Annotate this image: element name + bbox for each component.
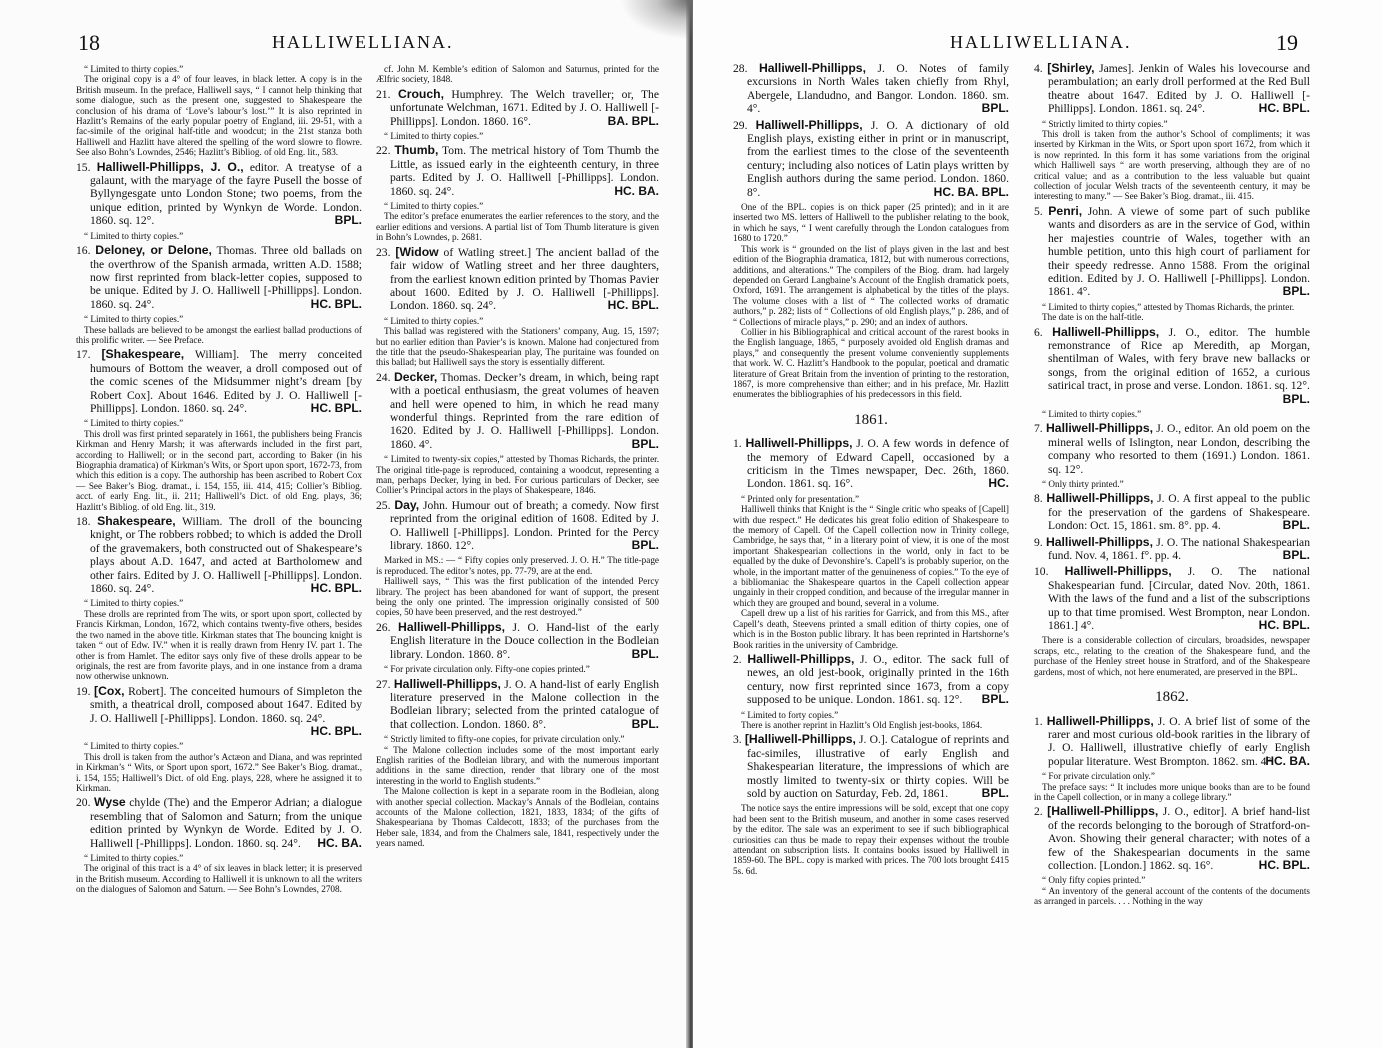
left-page-number: 18	[78, 30, 100, 55]
library-holdings: BPL.	[981, 785, 1009, 800]
entry-description: J. O. A brief list of some of the rarer and most curious old-book rarities in the library of J. O. Halliwell, illustrative chiefly of early English popular literature. West Brompton. 1862. sm. 4°.	[1048, 714, 1311, 768]
note-paragraph: “ Limited to thirty copies.”	[84, 64, 184, 74]
entry-number: 8.	[1034, 492, 1047, 506]
note-paragraph: The editor’s preface enumerates the earlier references to the story, and the earlier editions and versions. A partial list of Tom Thumb literature is given in Bohn’s Lowndes, p. 2681.	[376, 211, 659, 243]
entry-description: J. O. A dictionary of old English plays, existing either in print or in manuscript, from the earliest times to the close of the seventeenth century; including also notices of Latin plays written by English authors during the same period. London. 1860. 8°.	[747, 118, 1009, 199]
catalogue-entry	[76, 685, 362, 739]
entry-number: 22.	[376, 144, 395, 158]
note-paragraph: “ Limited to thirty copies.”	[84, 314, 184, 325]
note-paragraph: “ Limited to thirty copies.”	[84, 230, 184, 241]
catalogue-entry	[733, 62, 1009, 116]
entry-description: J. O., editor]. A brief hand-list of the records belonging to the borough of Stratford-on-Avon. Showing their general character; with notes of a few of the Shakespearian documents in the same collection. [London.] 1862. sq. 16°.	[1048, 805, 1310, 872]
entry-note	[76, 853, 362, 895]
right-column-1	[733, 62, 1009, 879]
entry-author: Halliwell-Phillipps,	[1046, 713, 1154, 728]
library-holdings: BPL.	[631, 646, 659, 661]
entry-note	[1034, 635, 1310, 677]
catalogue-entry	[1034, 565, 1310, 632]
entry-number: 1.	[733, 437, 746, 451]
note-paragraph: “ Limited to thirty copies.”	[384, 131, 484, 142]
note-paragraph: The original of this tract is a 4° of six leaves in black letter; it is preserved in the British museum. According to Halliwell it is unknown to all the writers on the dialogues of Salomon and Saturn. — See Bohn’s Lowndes, 2708.	[76, 863, 362, 895]
entry-author: Halliwell-Phillipps,	[1045, 421, 1153, 436]
entry-author: Day,	[394, 497, 420, 512]
entry-description: editor. A treatyse of a galaunt, with the maryage of the fayre Pusell the bosse of Byllyngesgate unto London Stone; two poems, from the unique edition, printed by Wynkyn de Worde. London. 1860. sq. 12°.	[90, 160, 363, 228]
note-paragraph: This droll is taken from the author’s School of compliments; it was inserted by Kirkman in the Wits, or Sport upon sport 1672, from which it is now reprinted. In this form it has some variations from the original which Halliwell says “ are worth preserving, although they are of no critical value; and as a contribution to the less valuable but quaint collection of jocular Welsh tracts of the seventeenth century, it may be interesting to many.” — See Baker’s Biog. dramat., iii. 415.	[1034, 129, 1310, 202]
entry-description: John. Humour out of breath; a comedy. Now first reprinted from the original edition of 1608. Edited by J. O. Halliwell [-Phillipps]. London. Printed for the Percy library. 1860. 12°.	[390, 498, 659, 553]
catalogue-entry	[1034, 805, 1310, 872]
entry-number: 20.	[76, 796, 95, 810]
catalogue-entry	[1034, 205, 1310, 299]
library-holdings: BPL.	[1282, 391, 1310, 406]
catalogue-entry	[1034, 536, 1310, 563]
year-heading: 1861.	[854, 411, 888, 428]
left-column-1	[76, 62, 362, 898]
entry-note	[733, 710, 1009, 731]
library-holdings: BPL.	[631, 436, 659, 451]
entry-author: Decker,	[393, 369, 438, 384]
entry-number: 24.	[376, 370, 394, 384]
entry-author: [Shirley,	[1047, 61, 1095, 75]
entry-note	[76, 741, 362, 793]
entry-description: Thomas. Three old ballads on the overthrow of the Spanish armada, written A.D. 1588; now first reprinted from black-letter copies, supposed to be unique. Edited by J. O. Halliwell [-Phillipps]. London. 1860. sq. 24°.	[90, 244, 362, 311]
catalogue-entry	[733, 653, 1009, 707]
note-paragraph: This droll was first printed separately in 1661, the publishers being Francis Kirkman and Henry Marsh; it was afterwards included in the first part, according to Halliwell; or in the second part, according to Baker (in his Biographia dramatica) of Kirkman’s Wits, or Sport upon sport, 1672-73, from which this edition is a copy. The authorship has been ascribed to Robert Cox — See Baker’s Biog. dramat., i. 154, 155, iii. 414, 415; Collier’s Bibliog. acct. of early Eng. lit., ii. 211; Halliwell’s Dict. of old Eng. plays, 36; Hazlitt’s Bibliog. of old Eng. lit., 319.	[76, 428, 363, 512]
entry-description: J. O. Notes of family excursions in North Wales taken chiefly from Rhyl, Abergele, Llandudno, and Bangor. London. 1860. sm. 4°.	[747, 62, 1009, 116]
note-paragraph: “ Limited to thirty copies.”	[84, 741, 184, 752]
library-holdings: HC. BPL.	[310, 296, 362, 311]
entry-author: Crouch,	[397, 86, 444, 101]
note-paragraph: “ An inventory of the general account of the contents of the documents as arranged in parcels. . . . Nothing in the way	[1034, 885, 1310, 907]
note-paragraph: This droll is taken from the author’s Actæon and Diana, and was reprinted in Kirkman’s “ Wits, or Sport upon sport, 1672.” See Baker’s Biog. dramat., i. 154, 155; Halliwell’s Dict. of old Eng. plays, 228, where he assigned it to Kirkman.	[76, 751, 362, 793]
entry-author: Halliwell-Phillipps,	[398, 619, 506, 634]
entry-note	[376, 131, 659, 141]
note-paragraph: “ Limited to thirty copies.”	[84, 853, 184, 863]
entry-note	[1034, 302, 1310, 323]
right-page-number: 19	[1276, 30, 1298, 55]
entry-author: Halliwell-Phillipps,	[758, 61, 866, 75]
note-paragraph: The Malone collection is kept in a separate room in the Bodleian, along with another special collection. Mackay’s Annals of the Bodleian, contains accounts of the Malone collection, 1821, 1833, 1834; of the gifts of Shakespeariana by Thomas Caldecott, 1833; of the purchases from the Heber sale, 1834, and from the Chalmers sale, 1841, respectively under the years named.	[376, 786, 659, 849]
entry-number: 1.	[1034, 714, 1047, 728]
right-page	[693, 0, 1383, 1048]
entry-description: William]. The merry conceited humours of Bottom the weaver, a droll composed out of the comic scenes of the Midsummer night’s dream [by Robert Cox]. About 1646. Edited by J. O. Halliwell [-Phillipps]. London. 1860. sq. 24°.	[90, 348, 362, 415]
entry-note	[733, 202, 1009, 400]
note-paragraph: There is another reprint in Hazlitt’s Old English jest-books, 1864.	[741, 719, 983, 730]
year-heading: 1862.	[1155, 689, 1189, 706]
note-paragraph: The original copy is a 4° of four leaves, in black letter. A copy is in the British museum. In the preface, Halliwell says, “ I cannot help thinking that some dialogue, such as the present one, suggested to Shakespeare the conclusion of his drama of ‘Love’s labour’s lost.’” It is also reprinted in Hazlitt’s Remains of the early popular poetry of England, iii. 29-51, with a fac-simile of the original half-title and woodcut; in the 21st stanza both Halliwell and Hazlitt have altered the spelling of the word slowre to flowre. See also Bohn’s Lowndes, 2546; Hazlitt’s Bibliog. of old Eng. lit., 583.	[76, 74, 362, 158]
entry-note	[376, 316, 659, 368]
note-paragraph: Halliwell says, “ This was the first publication of the intended Percy library. The project has been abandoned for want of support, the present being the only one printed. The impression originally consisted of 500 copies, 50 have been preserved, and the rest destroyed.”	[376, 576, 659, 618]
catalogue-entry	[733, 437, 1009, 491]
library-holdings: BPL.	[1282, 518, 1310, 533]
entry-note	[733, 803, 1009, 876]
note-paragraph: These drolls are reprinted from The wits, or sport upon sport, collected by Francis Kirkman, London, 1672, which contains twenty-five others, besides the two named in the above title. Kirkman states that The bouncing knight is taken “ out of Edw. IV.” when it is really drawn from Henry IV. part 1. The other is from Hamlet. The editor says only five of these drolls appear to be originals, the rest are from favorite plays, and in one instance from a drama now otherwise unknown.	[76, 608, 362, 682]
catalogue-entry	[76, 796, 362, 850]
entry-author: Halliwell-Phillipps,	[745, 436, 853, 451]
entry-note	[76, 231, 362, 241]
entry-author: Thumb,	[394, 143, 439, 158]
catalogue-entry	[1034, 492, 1310, 532]
note-paragraph: The preface says: “ It includes more unique books than are to be found in the Capell collection, or in many a college library.”	[1034, 781, 1310, 802]
entry-description: chylde (The) and the Emperor Adrian; a dialogue resembling that of Salomon and Saturn; from the unique edition printed by Wynkyn de Worde. Edited by J. O. Halliwell [-Phillipps]. London. 1860. sq. 24°.	[90, 796, 362, 850]
entry-author: [Halliwell-Phillipps,	[744, 732, 856, 747]
left-running-header: HALLIWELLIANA.	[272, 32, 454, 52]
entry-number: 6.	[1034, 325, 1053, 339]
entry-number: 21.	[376, 87, 398, 101]
entry-note	[76, 314, 362, 345]
catalogue-entry	[376, 88, 659, 128]
entry-author: Halliwell-Phillipps,	[1046, 491, 1154, 506]
note-paragraph: There is a considerable collection of circulars, broadsides, newspaper scraps, etc., relating to the creation of the Shakespeare fund, and the purchase of the Henley street house in Stratford, and of the Shakespeare gardens, most of which, not here enumerated, are preserved in the BPL.	[1034, 635, 1310, 677]
library-holdings: HC. BPL.	[1258, 101, 1310, 116]
library-holdings: BPL.	[334, 213, 362, 228]
library-holdings: HC. BPL.	[310, 581, 362, 596]
entry-note	[376, 201, 659, 243]
catalogue-entry	[76, 515, 362, 595]
entry-number: 19.	[76, 684, 95, 698]
entry-description: J. O. A few words in defence of the memory of Edward Capell, occasioned by a criticism in the Times newspaper, Dec. 26th, 1860. London. 1861. sq. 16°.	[747, 437, 1009, 491]
note-paragraph: cf. John M. Kemble’s edition of Salomon and Saturnus, printed for the Ælfric society, 1848.	[376, 64, 659, 85]
library-holdings: HC. BA. BPL.	[933, 184, 1009, 199]
entry-number: 5.	[1034, 204, 1049, 218]
catalogue-entry	[76, 244, 362, 311]
entry-description: William. The droll of the bouncing knight, or The robbers robbed; to which is added the Droll of the gravemakers, both constructed out of Shakespeare’s plays about A.D. 1647, and acted at Bartholomew and other fairs. Edited by J. O. Halliwell [-Phillipps]. London. 1860. sq. 24°.	[90, 515, 362, 596]
entry-note	[733, 494, 1009, 650]
library-holdings: BPL.	[1282, 548, 1310, 563]
note-paragraph: “ Limited to thirty copies.”	[84, 598, 184, 609]
catalogue-entry	[733, 119, 1009, 199]
entry-author: [Shakespeare,	[101, 347, 185, 362]
right-column-2	[1034, 62, 1310, 910]
entry-number: 2.	[1034, 805, 1048, 819]
entry-author: Shakespeare,	[97, 514, 176, 529]
entry-number: 28.	[733, 62, 759, 75]
note-paragraph: “ Limited to forty copies.”	[741, 709, 839, 720]
catalogue-entry	[1034, 715, 1310, 769]
right-running-header: HALLIWELLIANA.	[950, 32, 1132, 52]
entry-note	[376, 555, 659, 617]
note-paragraph: “ For private circulation only. Fifty-one copies printed.”	[384, 664, 590, 675]
catalogue-entry	[376, 371, 659, 451]
entry-author: Penri,	[1048, 203, 1083, 218]
note-paragraph: These ballads are believed to be amongst the earliest ballad productions of this prolific writer. — See Preface.	[76, 324, 362, 345]
library-holdings: HC. BPL.	[310, 723, 362, 738]
catalogue-entry	[376, 499, 659, 553]
entry-description: J. O., editor. The sack full of newes, an old jest-book, originally printed in the 16th century, now first reprinted since 1673, from a copy supposed to be unique. London. 1861. sq. 12°.	[747, 652, 1010, 707]
entry-note	[1034, 771, 1310, 802]
entry-note	[376, 64, 659, 85]
library-holdings: BPL.	[631, 716, 659, 731]
note-paragraph: This ballad was registered with the Stationers’ company, Aug. 15, 1597; but no earlier edition than Pavier’s is known. Malone had conjectured from the title that the pseudo-Shakespearian play, The puritaine was founded on this ballad; but Halliwell says the story is essentially different.	[376, 326, 659, 368]
entry-description: J. O. Hand-list of the early English literature in the Douce collection in the Bodleian library. London. 1860. 8°.	[390, 620, 660, 661]
note-paragraph: “ Limited to twenty-six copies,” attested by Thomas Richards, the printer. The original title-page is reproduced, containing a woodcut, representing a man, perhaps Decker, lying in bed. For curious particulars of Decker, see Collier’s Principal actors in the plays of Shakespeare, 1846.	[376, 454, 659, 496]
entry-description: of Watling street.] The ancient ballad of the fair widow of Watling street and her three daughters, from the earliest known edition printed by Thomas Pavier about 1600. Edited by J. O. Halliwell [-Phillipps]. London. 1860. sq. 24°.	[390, 245, 660, 313]
entry-description: J. O. The national Shakespearian fund. Nov. 4, 1861. f°. pp. 4.	[1048, 535, 1311, 563]
entry-author: Halliwell-Phillipps,	[1064, 564, 1172, 579]
library-holdings: HC.	[988, 476, 1009, 491]
entry-number: 17.	[76, 348, 102, 362]
note-paragraph: The date is on the half-title.	[1042, 312, 1144, 323]
entry-author: Halliwell-Phillipps,	[1045, 534, 1153, 549]
library-holdings: HC. BA.	[317, 835, 362, 850]
note-paragraph: “ Strictly limited to fifty-one copies, for private circulation only.”	[384, 734, 625, 745]
library-holdings: HC. BPL.	[607, 298, 659, 313]
entry-note	[1034, 119, 1310, 202]
entry-number: 26.	[376, 620, 399, 634]
entry-author: [Halliwell-Phillipps,	[1047, 804, 1159, 819]
library-holdings: HC. BA.	[1265, 753, 1310, 768]
entry-author: Halliwell-Phillipps,	[747, 651, 855, 666]
entry-author: [Cox,	[94, 683, 125, 698]
note-paragraph: The notice says the entire impressions will be sold, except that one copy had been sent to the British museum, and another in some cases reserved by the editor. The sale was an experiment to see if such bibliographical curiosities can thus be made to repay their expenses without the trouble attendant on subscription lists. It contains books issued by Halliwell in 1859-60. The BPL. copy is marked with prices. The 700 lots brought £415 5s. 6d.	[733, 803, 1009, 876]
note-paragraph: This work is “ grounded on the list of plays given in the last and best edition of the Biographia dramatica, 1812, but with numerous corrections, additions, and alterations.” The compilers of the Biog. dram. had largely depended on Gerard Langbaine’s Account of the English dramatick poets, Oxford, 1691. The arrangement is alphabetical by the titles of the plays. The volume closes with a list of “ The collected works of dramatic authors,” p. 282; lists of “ Collections of old English plays,” p. 286, and of “ Collections of miracle plays,” p. 290; and an index of authors.	[733, 243, 1009, 327]
entry-author: Wyse	[94, 795, 126, 810]
entry-author: Halliwell-Phillipps,	[1052, 324, 1160, 339]
catalogue-entry	[376, 246, 659, 313]
note-paragraph: One of the BPL. copies is on thick paper (25 printed); and in it are inserted two MS. letters of Halliwell to the publisher relating to the book, in which he says, “ I went carefully through the London catalogues from 1680 to 1720.”	[733, 202, 1009, 244]
library-holdings: BA. BPL.	[607, 113, 659, 128]
entry-note	[376, 664, 659, 674]
note-paragraph: “ Limited to thirty copies.”	[84, 418, 184, 429]
entry-note	[376, 454, 659, 496]
entry-number: 16.	[76, 244, 96, 258]
entry-note	[1034, 479, 1310, 489]
entry-number: 15.	[76, 160, 97, 174]
note-paragraph: Collier in his Bibliographical and critical account of the rarest books in the English language, 1865, “ purposely avoided old English dramas and plays,” and consequently the present volume conveniently supplements that work. W. C. Hazlitt’s Handbook to the popular, poetical and dramatic literature of Great Britain from the invention of printing to the restoration, 1867, is more comprehensive than either; and in his preface, Mr. Hazlitt enumerates the bibliographies of his predecessors in this field.	[733, 326, 1009, 400]
entry-description: Humphrey. The Welch traveller; or, The unfortunate Welchman, 1671. Edited by J. O. Halliwell [-Phillipps]. London. 1860. 16°.	[390, 87, 659, 128]
entry-note	[76, 64, 362, 158]
entry-number: 29.	[733, 118, 756, 132]
note-paragraph: “ Limited to thirty copies,” attested by Thomas Richards, the printer.	[1042, 301, 1295, 312]
entry-note	[76, 598, 362, 681]
catalogue-entry	[76, 161, 362, 228]
note-paragraph: “ Only thirty printed.”	[1042, 479, 1124, 489]
entry-description: J. O. The national Shakespearian fund. [Circular, dated Nov. 20th, 1861. With the laws of the fund and a list of the subscriptions up to that time promised. West Brompton, near London. 1861.] 4°.	[1048, 565, 1310, 633]
library-holdings: HC. BPL.	[1258, 857, 1310, 872]
note-paragraph: Halliwell thinks that Knight is the “ Single critic who speaks of [Capell] with due respect.” He dedicates his great folio edition of Shakespeare to the memory of Capell. Of the Capell collection now in Trinity college, Cambridge, he says that, “ in a literary point of view, it is one of the most important Shakespearian collections in the world, only in fact to be equalled by the duke of Devonshire’s. Capell’s is probably superior, on the whole, in the important matter of the genuineness of copies.” To the eye of a bibliomaniac the Shakespeare quartos in the Capell collection appear ungainly in their cropped condition, and because of the irregular manner in which they are grouped and bound, several in a volume.	[733, 504, 1009, 608]
entry-number: 9.	[1034, 535, 1046, 549]
library-holdings: HC. BPL.	[310, 400, 362, 415]
entry-description: John. A viewe of some part of such publike wants and disorders as are in the service of God, within her majesties countrie of Wales, together with an humble petition, unto this high court of parliament for their speedy redresse. Anno 1588. From the original edition. Edited by J. O. Halliwell [-Phillipps]. London. 1861. 4°.	[1048, 204, 1310, 299]
note-paragraph: “ For private circulation only.”	[1042, 771, 1155, 782]
entry-author: Halliwell-Phillipps, J. O.,	[96, 159, 244, 174]
note-paragraph: “ Only fifty copies printed.”	[1042, 875, 1146, 886]
note-paragraph: “ Limited to thirty copies.”	[1042, 408, 1142, 419]
entry-description: J. O., editor. The humble remonstrance of Rice ap Meredith, ap Morgan, shentilman of Wales, with fery brave new ballacks or songs, from the original edition of 1652, a curious satirical tract, in prose and verse. London. 1861. sq. 12°.	[1048, 325, 1311, 393]
catalogue-entry	[733, 733, 1009, 800]
entry-description: J. O. A first appeal to the public for the preservation of the gardens of Shakespeare. London: Oct. 15, 1861. sm. 8°. pp. 4.	[1048, 492, 1310, 533]
entry-author: Deloney, or Delone,	[95, 243, 212, 258]
library-holdings: HC. BA.	[614, 183, 659, 198]
library-holdings: HC. BPL.	[1258, 618, 1310, 633]
entry-number: 7.	[1034, 422, 1046, 436]
note-paragraph: “ Strictly limited to thirty copies.”	[1042, 118, 1168, 129]
left-column-2	[376, 62, 659, 852]
entry-note	[1034, 409, 1310, 419]
entry-description: Tom. The metrical history of Tom Thumb the Little, as issued early in the eighteenth century, in three parts. Edited by J. O. Halliwell [-Phillipps]. London. 1860. sq. 24°.	[390, 144, 659, 198]
entry-description: J. O. A hand-list of early English literature preserved in the Malone collection in the Bodleian library; selected from the printed catalogue of that collection. London. 1860. 8°.	[390, 677, 660, 731]
catalogue-entry	[76, 348, 362, 415]
catalogue-entry	[1034, 62, 1310, 116]
catalogue-entry	[376, 621, 659, 661]
entry-number: 10.	[1034, 565, 1065, 579]
catalogue-entry	[376, 678, 659, 732]
note-paragraph: Capell drew up a list of his rarities for Garrick, and from this MS., after Capell’s death, Steevens printed a small edition of thirty copies, one of which is in the Boston public library. It has been reprinted in Hartshorne’s Book rarities in the university of Cambridge.	[733, 608, 1009, 650]
library-holdings: BPL.	[1282, 284, 1310, 299]
note-paragraph: “ Limited to thirty copies.”	[384, 201, 484, 212]
library-holdings: BPL.	[981, 692, 1009, 707]
entry-author: Halliwell-Phillipps,	[393, 676, 501, 691]
catalogue-entry	[376, 144, 659, 198]
library-holdings: BPL.	[631, 538, 659, 553]
note-paragraph: “ Printed only for presentation.”	[741, 493, 860, 504]
entry-description: Robert]. The conceited humours of Simpleton the smith, a theatrical droll, composed about 1647. Edited by J. O. Halliwell [-Phillipps]. London. 1860. sq. 24°.	[90, 684, 362, 725]
entry-note	[76, 418, 362, 512]
library-holdings: BPL.	[981, 101, 1009, 116]
entry-number: 2.	[733, 652, 748, 666]
entry-number: 23.	[376, 245, 396, 259]
entry-number: 18.	[76, 515, 98, 529]
entry-author: Halliwell-Phillipps,	[755, 117, 863, 132]
note-paragraph: “ Limited to thirty copies.”	[384, 315, 484, 326]
entry-number: 4.	[1034, 62, 1048, 75]
entry-description: Thomas. Decker’s dream, in which, being rapt with a poetical enthusiasm, the great volumes of heaven and hell were opened to him, in which he read many wonderful things. Reprinted from the rare edition of 1620. Edited by J. O. Halliwell [-Phillipps]. London. 1860. 4°.	[390, 370, 659, 451]
catalogue-entry	[1034, 422, 1310, 476]
entry-description: James]. Jenkin of Wales his lovecourse and perambulation; an early droll performed at the Red Bull theatre about 1647. Edited by J. O. Halliwell [-Phillipps]. London. 1861. sq. 24°.	[1048, 62, 1310, 116]
catalogue-entry	[1034, 326, 1310, 406]
entry-number: 27.	[376, 677, 394, 691]
note-paragraph: Marked in MS.: — “ Fifty copies only preserved. J. O. H.” The title-page is reproduced. The editor’s notes, pp. 77-79, are at the end.	[376, 555, 659, 576]
entry-description: J. O., editor. An old poem on the mineral wells of Islington, near London, describing the company who resorted to them (1691.) London. 1861. sq. 12°.	[1048, 422, 1310, 476]
entry-description: J. O.]. Catalogue of reprints and fac-similes, illustrative of early English and Shakespearian literature, the impressions of which are mostly limited to twenty-six or thirty copies. Will be sold by auction on Saturday, Feb. 2d, 1861.	[747, 733, 1009, 800]
note-paragraph: “ The Malone collection includes some of the most important early English rarities of the Bodleian library, and with the numerous important additions in the same direction, render that library one of the most interesting in the world to English students.”	[376, 744, 659, 786]
entry-note	[376, 734, 659, 848]
entry-author: [Widow	[395, 244, 439, 259]
left-page	[0, 0, 688, 1048]
entry-note	[1034, 875, 1310, 906]
entry-number: 3.	[733, 733, 745, 747]
entry-number: 25.	[376, 498, 395, 512]
